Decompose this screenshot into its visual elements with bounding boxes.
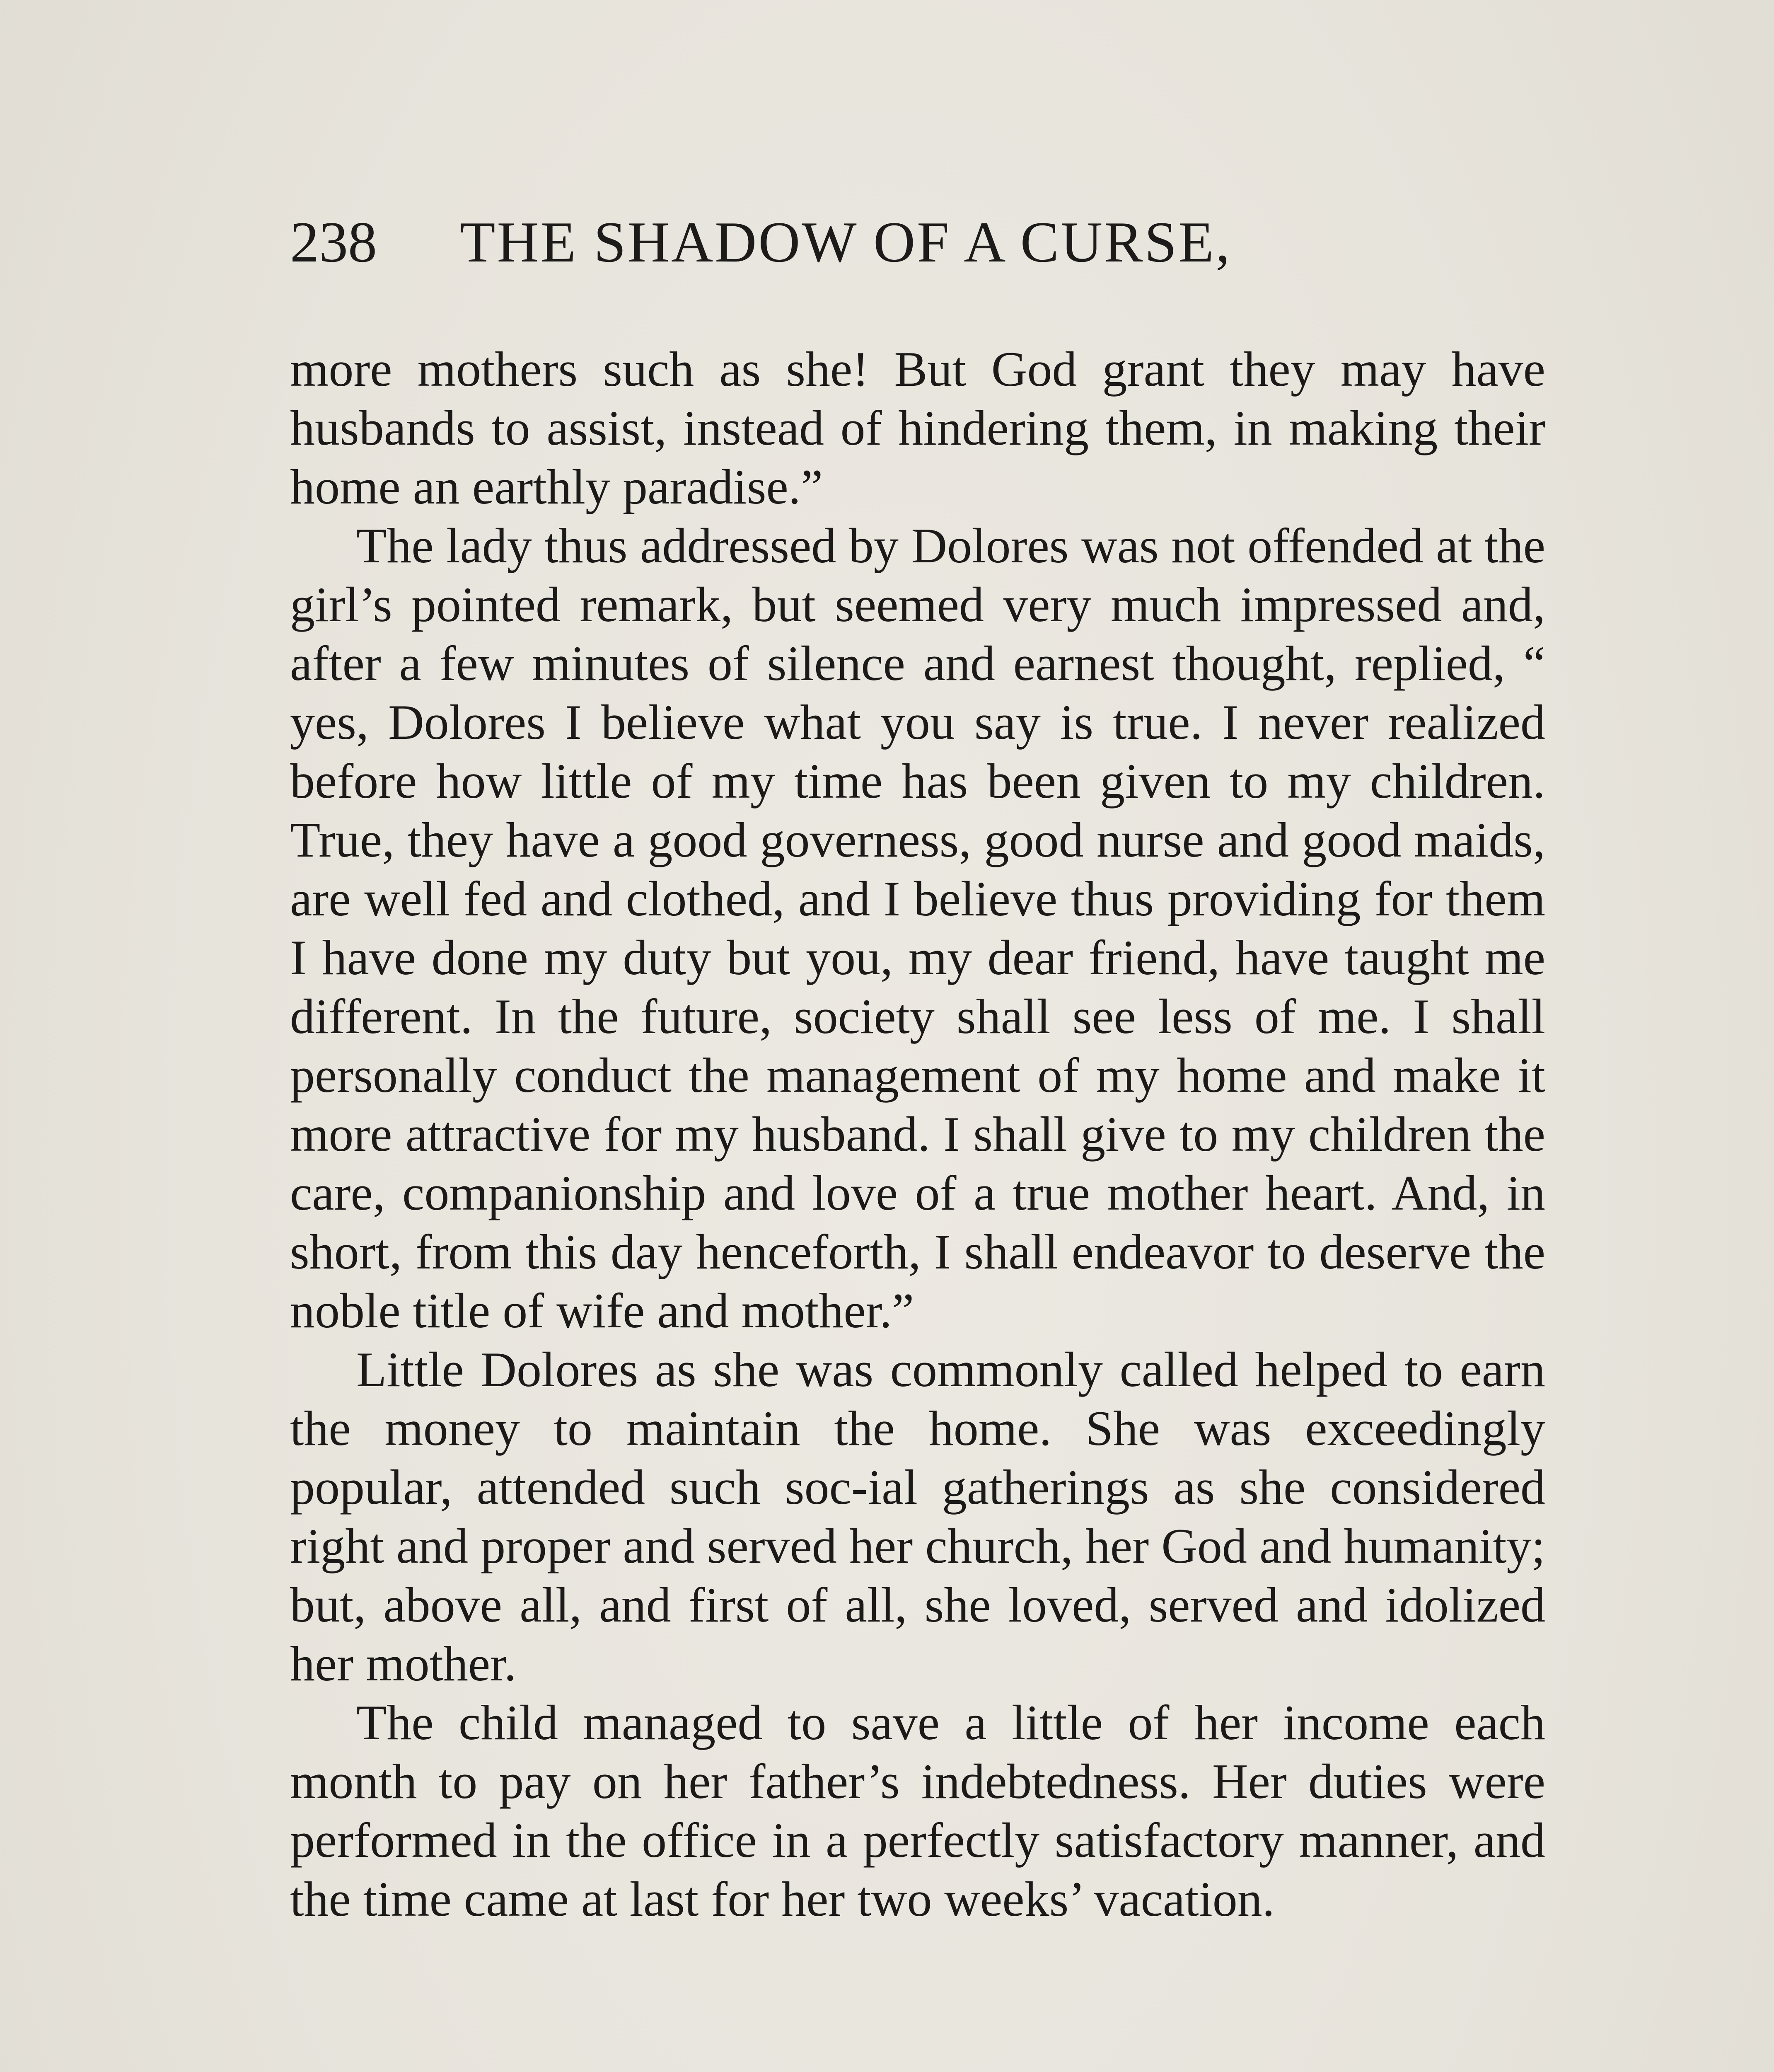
paragraph-continued: more mothers such as she! But God grant they may have husbands to assist, instead of hindering them, in making their home an earthly paradise.” xyxy=(290,341,1545,514)
body-text xyxy=(290,340,1545,1929)
running-title: THE SHADOW OF A CURSE, xyxy=(460,210,1232,274)
page-header xyxy=(290,209,1545,276)
paragraph: The child managed to save a little of her income each month to pay on her father’s indebtedness. Her duties were performed in the office in a perfectly satisfactory manner, and the time came at last for her two weeks’ vacation. xyxy=(290,1695,1545,1927)
paragraph: Little Dolores as she was commonly called helped to earn the money to maintain the home. She was exceedingly popular, attended such soc-ial gatherings as she considered right and proper and served her church, her God and humanity; but, above all, and first of all, she loved, served and idolized her mother. xyxy=(290,1342,1545,1691)
page-number: 238 xyxy=(290,210,377,274)
paragraph: The lady thus addressed by Dolores was not offended at the girl’s pointed remark, but seemed very much impressed and, after a few minutes of silence and earnest thought, replied, “ yes, Dolores I believe what you say is true. I never realized before how little of my time has been given to my children. True, they have a good governess, good nurse and good maids, are well fed and clothed, and I believe thus providing for them I have done my duty but you, my dear friend, have taught me different. In the future, society shall see less of me. I shall personally conduct the management of my home and make it more attractive for my husband. I shall give to my children the care, companionship and love of a true mother heart. And, in short, from this day henceforth, I shall endeavor to deserve the noble title of wife and mother.” xyxy=(290,518,1545,1338)
